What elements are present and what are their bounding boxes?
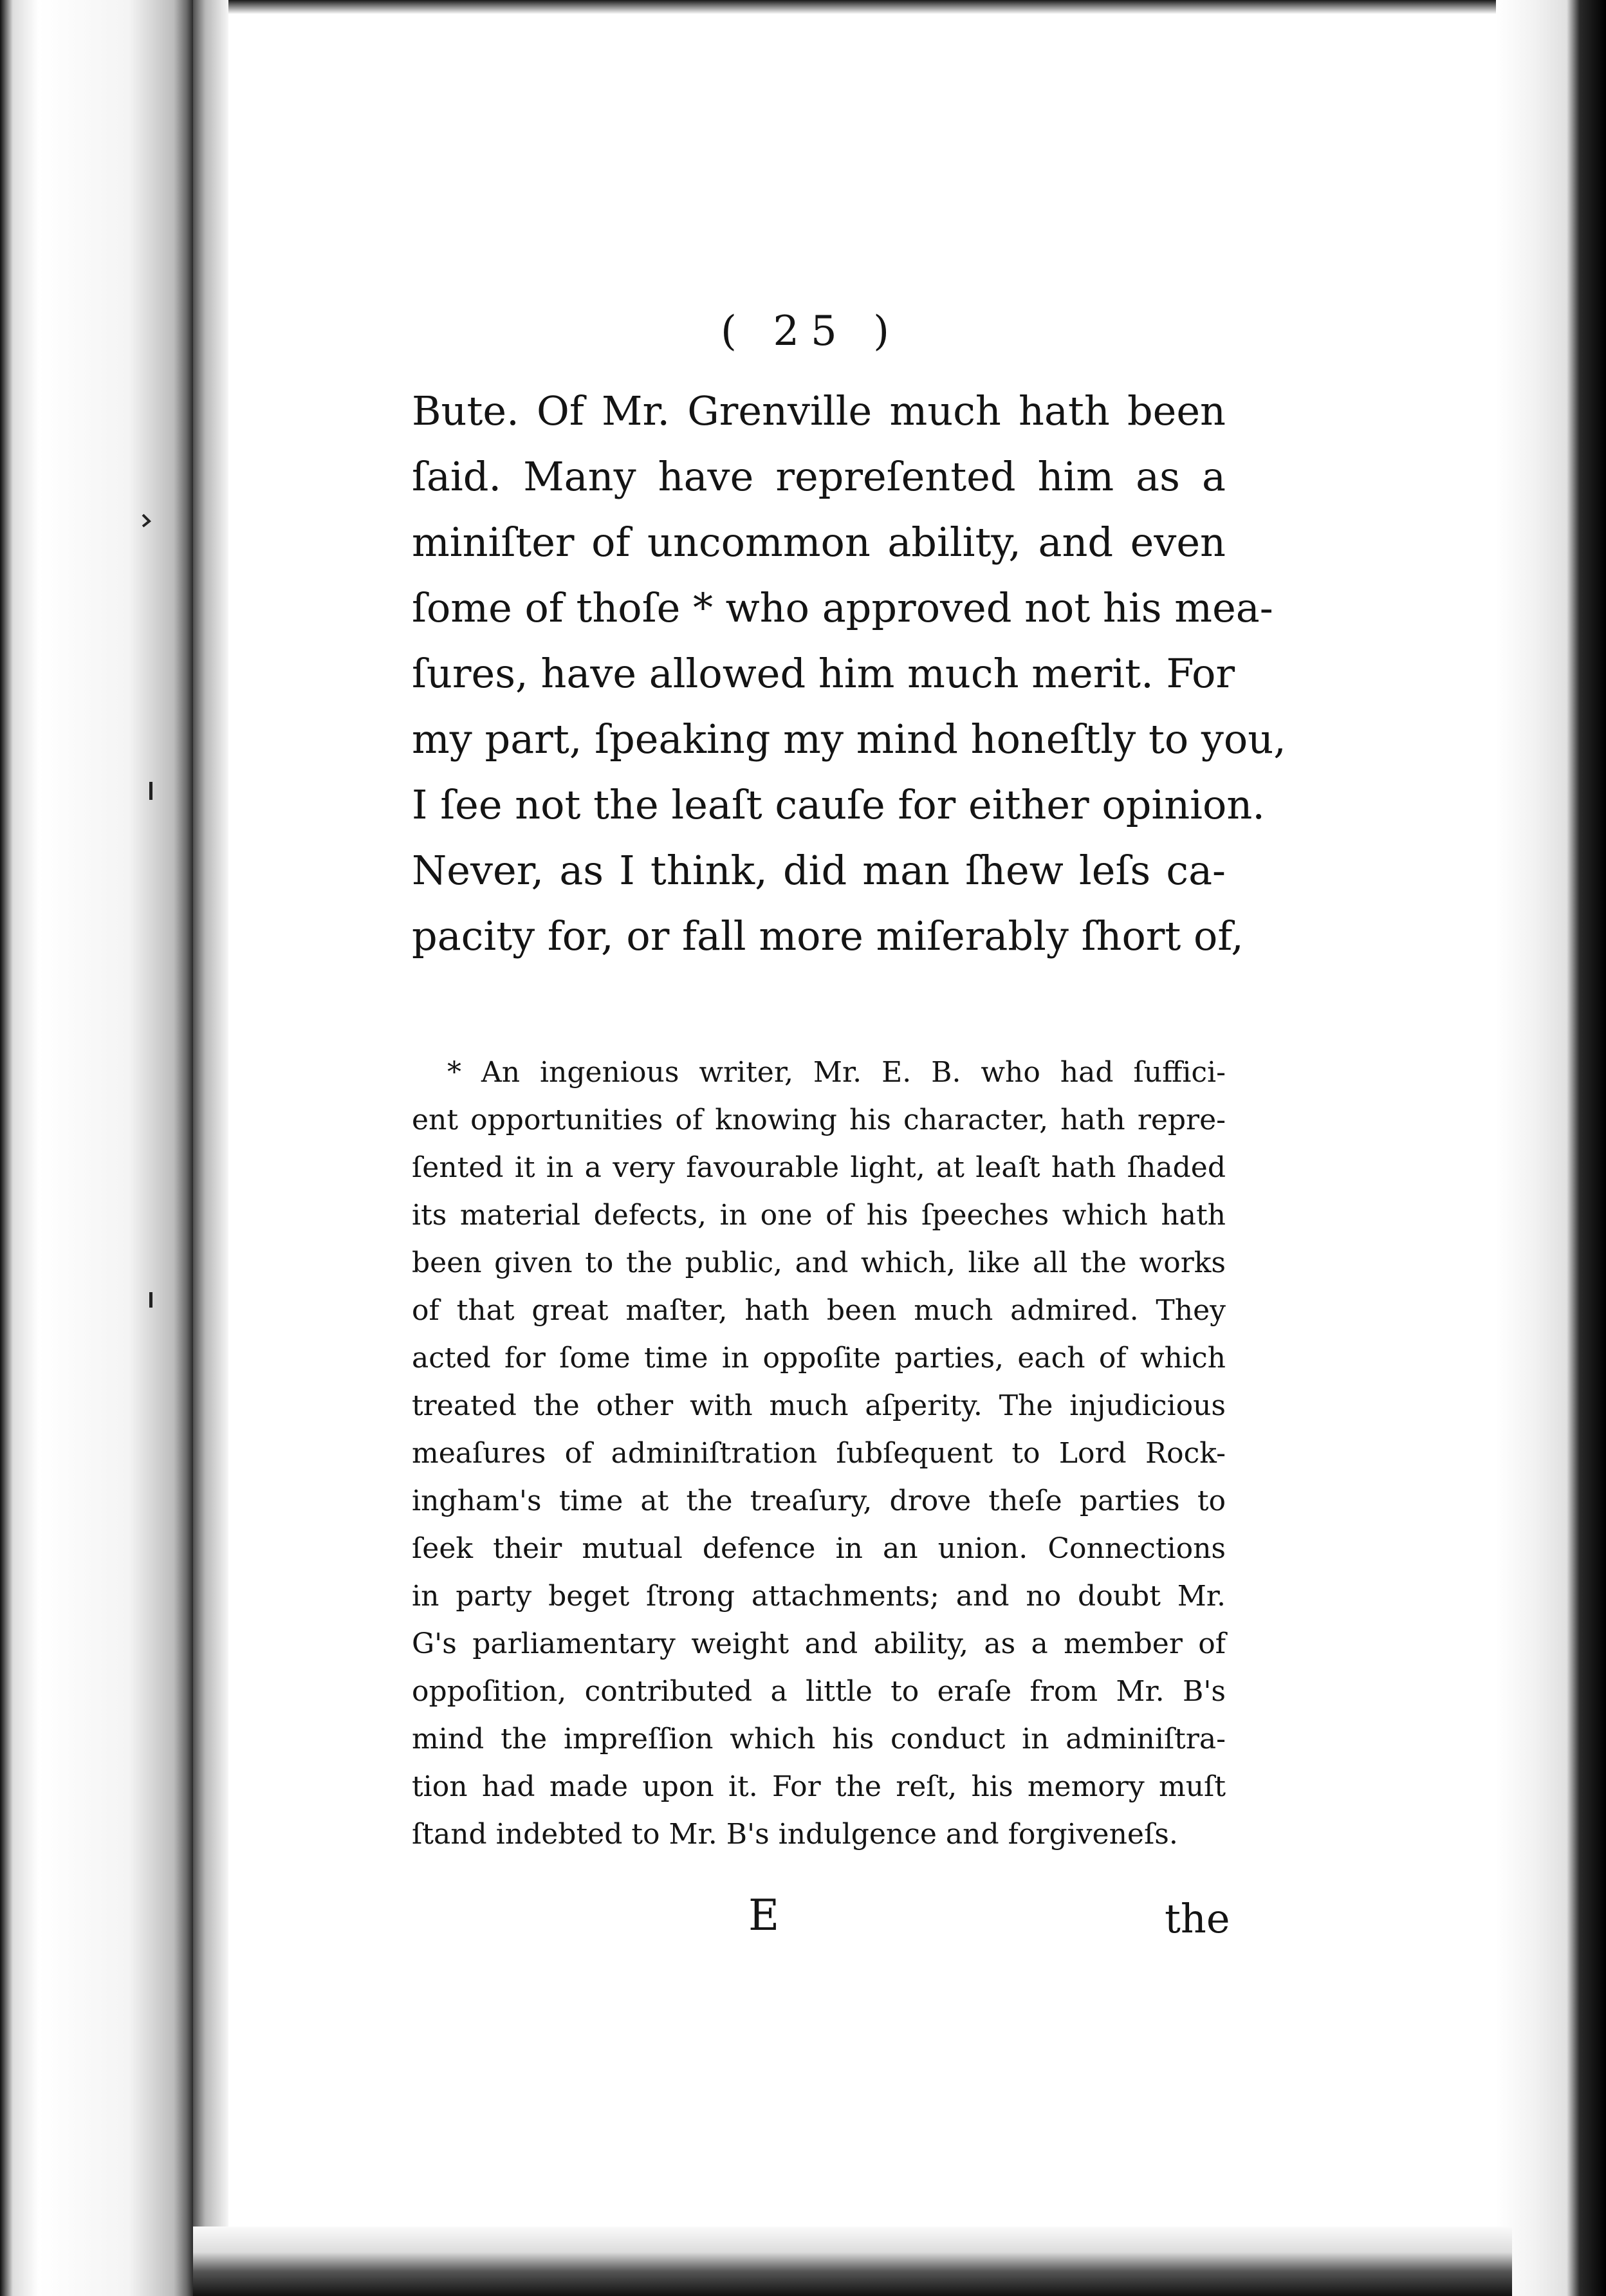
facing-page-marks	[0, 0, 193, 2296]
signature-mark: E	[748, 1891, 780, 1940]
page-right-edge	[1496, 0, 1606, 2296]
footnote-line: ent opportunities of knowing his character, hath repre-	[412, 1104, 1226, 1136]
body-line: miniſter of uncommon ability, and even	[412, 519, 1226, 566]
footnote-line: in party beget ſtrong attachments; and no doubt Mr.	[412, 1580, 1226, 1613]
footnote-line: mind the impreſſion which his conduct in adminiſtra-	[412, 1723, 1226, 1755]
page-bottom-edge	[193, 2227, 1512, 2296]
footnote-line: its material defects, in one of his ſpeeches which hath	[412, 1199, 1226, 1232]
footnote-line: oppoſition, contributed a little to eraſe from Mr. B's	[412, 1675, 1226, 1708]
footnote-line: ſtand indebted to Mr. B's indulgence and forgiveneſs.	[412, 1818, 1178, 1851]
footnote-line: acted for ſome time in oppoſite parties, each of which	[412, 1342, 1226, 1375]
body-line: ſures, have allowed him much merit. For	[412, 650, 1235, 697]
footnote-line: G's parliamentary weight and ability, as a member of	[412, 1627, 1226, 1660]
footnote-line: ſented it in a very favourable light, at leaſt hath ſhaded	[412, 1151, 1226, 1184]
footnote-line: * An ingenious writer, Mr. E. B. who had ſuffici-	[447, 1056, 1226, 1089]
footnote-line: tion had made upon it. For the reſt, his memory muſt	[412, 1770, 1226, 1803]
footnote-line: ſeek their mutual defence in an union. Connections	[412, 1532, 1226, 1565]
page-number: ( 25 )	[721, 308, 901, 355]
gutter-shadow	[193, 0, 228, 2296]
body-line: ſome of thoſe * who approved not his mea-	[412, 584, 1273, 631]
body-line: I ſee not the leaſt cauſe for either opinion.	[412, 781, 1265, 828]
body-line: pacity for, or fall more miſerably ſhort of,	[412, 912, 1244, 959]
footnote-line: meaſures of adminiſtration ſubſequent to Lord Rock-	[412, 1437, 1226, 1470]
footnote-line: treated the other with much aſperity. The injudicious	[412, 1389, 1226, 1422]
footnote-line: been given to the public, and which, like all the works	[412, 1246, 1226, 1279]
catchword: the	[1165, 1895, 1230, 1942]
page-top-edge	[228, 0, 1496, 14]
body-line: my part, ſpeaking my mind honeſtly to you,	[412, 716, 1286, 763]
footnote-line: ingham's time at the treaſury, drove theſe parties to	[412, 1485, 1226, 1517]
body-line: Never, as I think, did man ſhew leſs ca-	[412, 847, 1226, 894]
footnote-line: of that great maſter, hath been much admired. They	[412, 1294, 1226, 1327]
body-line: ſaid. Many have repreſented him as a	[412, 453, 1226, 500]
body-line: Bute. Of Mr. Grenville much hath been	[412, 387, 1226, 434]
